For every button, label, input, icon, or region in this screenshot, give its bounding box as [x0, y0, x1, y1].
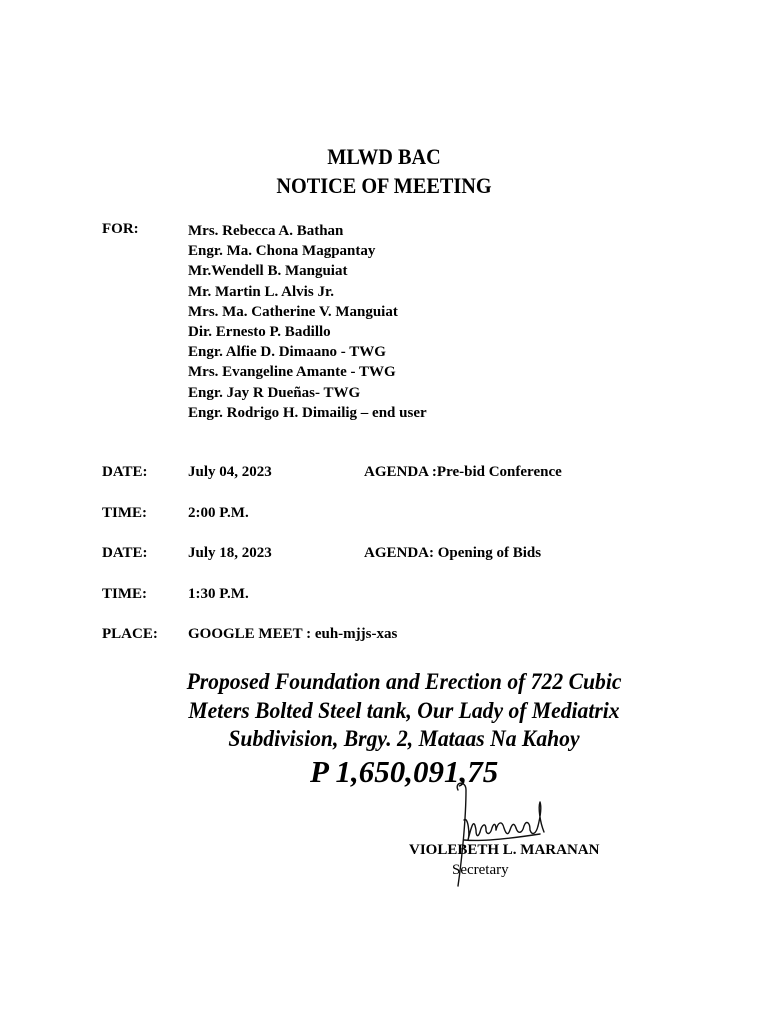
meeting2-time: 1:30 P.M.: [188, 586, 249, 602]
list-item: Engr. Rodrigo H. Dimailig – end user: [188, 404, 427, 421]
project-description: [32, 668, 768, 754]
project-line: Meters Bolted Steel tank, Our Lady of Mediatrix: [188, 697, 620, 724]
project-amount: P 1,650,091,75: [310, 754, 499, 789]
list-item: Mrs. Ma. Catherine V. Manguiat: [188, 303, 398, 320]
meeting2-agenda: AGENDA: Opening of Bids: [364, 545, 542, 561]
meeting1-time: 2:00 P.M.: [188, 505, 249, 521]
list-item: Engr. Ma. Chona Magpantay: [188, 243, 376, 260]
signatory-name: VIOLEBETH L. MARANAN: [409, 842, 600, 858]
list-item: Mr. Martin L. Alvis Jr.: [188, 283, 334, 300]
time-label: TIME:: [102, 586, 147, 602]
place-value: GOOGLE MEET : euh-mjjs-xas: [188, 626, 398, 642]
attendee-list: [188, 221, 427, 423]
meeting1-date: July 04, 2023: [188, 464, 272, 480]
for-label: FOR:: [102, 221, 139, 237]
list-item: Mr.Wendell B. Manguiat: [188, 263, 348, 280]
place-label: PLACE:: [102, 626, 158, 642]
list-item: Engr. Alfie D. Dimaano - TWG: [188, 344, 386, 361]
meeting2-date: July 18, 2023: [188, 545, 272, 561]
signatory-title: Secretary: [452, 862, 509, 878]
list-item: Dir. Ernesto P. Badillo: [188, 324, 331, 341]
list-item: Mrs. Rebecca A. Bathan: [188, 223, 344, 239]
document-heading-title: NOTICE OF MEETING: [276, 173, 492, 198]
date-label: DATE:: [102, 464, 148, 480]
project-line: Subdivision, Brgy. 2, Mataas Na Kahoy: [228, 726, 580, 752]
project-line: Proposed Foundation and Erection of 722 Cubic: [186, 669, 622, 695]
document-heading-org: MLWD BAC: [327, 144, 441, 169]
list-item: Mrs. Evangeline Amante - TWG: [188, 364, 396, 381]
list-item: Engr. Jay R Dueñas- TWG: [188, 384, 361, 401]
date-label: DATE:: [102, 545, 148, 561]
time-label: TIME:: [102, 505, 147, 521]
meeting1-agenda: AGENDA :Pre-bid Conference: [364, 464, 562, 480]
